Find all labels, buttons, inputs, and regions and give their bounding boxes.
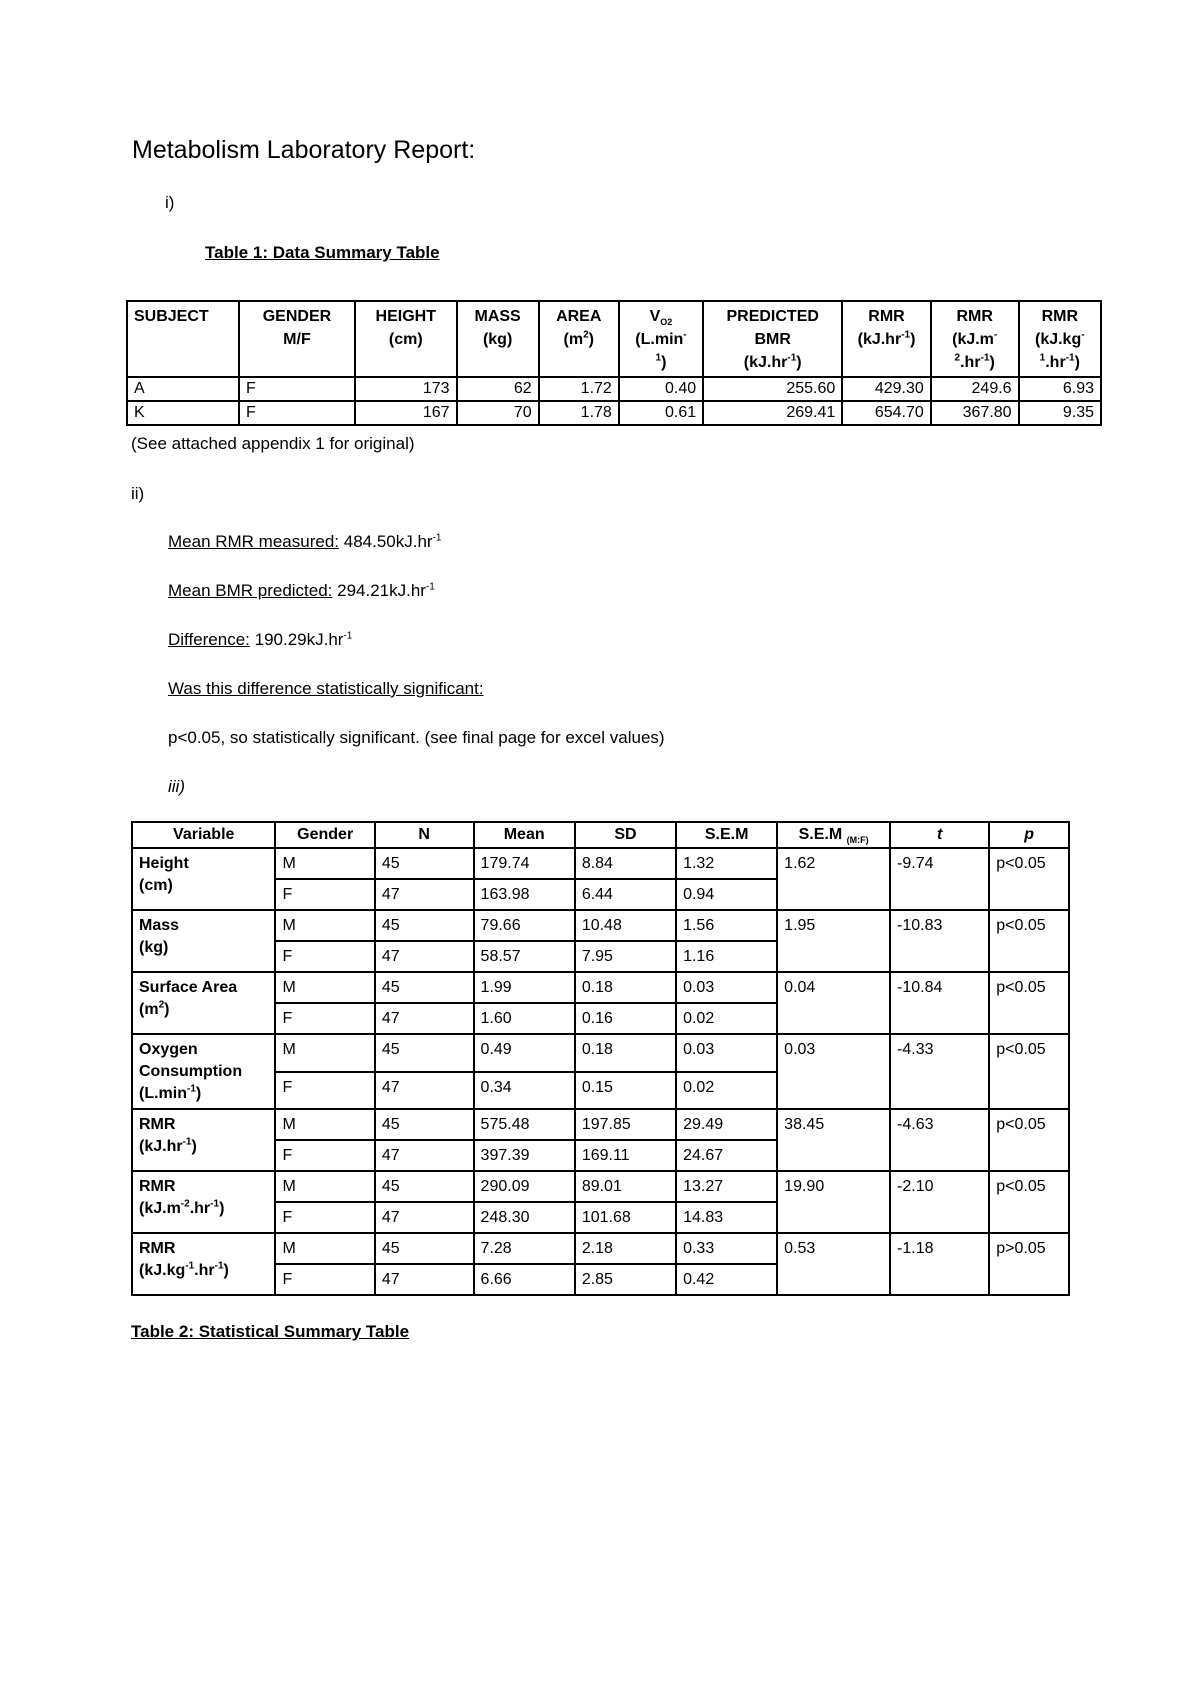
- header-rmr-kg: RMR (kJ.kg- $^1.hr^{-1}$): [1019, 301, 1101, 377]
- cell-mean: 248.30: [474, 1202, 575, 1233]
- variable-name: Height: [139, 855, 189, 872]
- variable-unit-sup: 2: [158, 999, 165, 1011]
- cell-n: 45: [375, 1233, 474, 1264]
- header-sem-mf: S.E.M $_{(M:F)}$: [777, 822, 890, 848]
- cell-sd: 6.44: [575, 879, 676, 910]
- cell-sem: 0.94: [676, 879, 777, 910]
- variable-unit: (kg): [139, 939, 169, 956]
- cell-gender: F: [275, 1072, 374, 1110]
- cell-sem-mf: 0.03: [777, 1034, 890, 1109]
- mean-bmr-label: Mean BMR predicted:: [168, 581, 333, 600]
- cell-n: 45: [375, 1034, 474, 1072]
- header-height: HEIGHT (cm): [355, 301, 457, 377]
- cell-p: p<0.05: [989, 848, 1069, 910]
- variable-unit-sup: -1: [187, 1083, 196, 1095]
- page-title: Metabolism Laboratory Report:: [132, 136, 476, 164]
- cell-sem-mf: 1.62: [777, 848, 890, 910]
- cell-n: 45: [375, 1171, 474, 1202]
- cell-rmr-kg: 9.35: [1019, 401, 1101, 425]
- cell-gender: F: [275, 1140, 374, 1171]
- variable-unit: (kJ.kg: [139, 1262, 186, 1279]
- cell-mass: 62: [457, 377, 539, 401]
- cell-gender: F: [275, 1202, 374, 1233]
- cell-variable: [132, 1233, 275, 1295]
- table-row: [132, 1233, 1069, 1264]
- cell-area: 1.78: [539, 401, 619, 425]
- cell-subject: K: [127, 401, 239, 425]
- cell-n: 45: [375, 972, 474, 1003]
- significance-question: Was this difference statistically significant:: [168, 679, 484, 698]
- cell-sem: 0.42: [676, 1264, 777, 1295]
- table-row: [132, 1171, 1069, 1202]
- variable-name: Surface Area: [139, 979, 238, 996]
- mean-bmr-line: Mean BMR predicted: $294.21kJ.hr^{-1}$: [168, 581, 435, 600]
- table1-header-row: [127, 301, 1101, 377]
- header-p: p: [989, 822, 1069, 848]
- table-row: [132, 972, 1069, 1003]
- variable-unit: ): [164, 1001, 170, 1018]
- cell-variable: [132, 972, 275, 1034]
- header-sem: S.E.M: [676, 822, 777, 848]
- variable-name: RMR: [139, 1240, 176, 1257]
- cell-sem: 0.02: [676, 1072, 777, 1110]
- cell-gender: F: [275, 879, 374, 910]
- cell-area: 1.72: [539, 377, 619, 401]
- table2-header-row: [132, 822, 1069, 848]
- cell-sem: 24.67: [676, 1140, 777, 1171]
- table-row: [127, 401, 1101, 425]
- cell-sd: 169.11: [575, 1140, 676, 1171]
- cell-gender: M: [275, 1034, 374, 1072]
- cell-t: -10.83: [890, 910, 989, 972]
- cell-rmr-m2: 249.6: [931, 377, 1019, 401]
- cell-sd: 0.18: [575, 972, 676, 1003]
- cell-n: 47: [375, 1264, 474, 1295]
- cell-sd: 101.68: [575, 1202, 676, 1233]
- variable-unit-sup: -1: [214, 1260, 224, 1272]
- cell-vo2: 0.40: [619, 377, 703, 401]
- header-gender: Gender: [275, 822, 374, 848]
- statistical-summary-table: [131, 821, 1070, 1296]
- cell-sem: 1.16: [676, 941, 777, 972]
- variable-unit: ): [219, 1200, 225, 1217]
- cell-sd: 0.15: [575, 1072, 676, 1110]
- variable-unit: (m: [139, 1001, 159, 1018]
- cell-variable: [132, 910, 275, 972]
- cell-gender: F: [239, 401, 355, 425]
- cell-sem-mf: 1.95: [777, 910, 890, 972]
- cell-sem: 0.02: [676, 1003, 777, 1034]
- cell-sem: 13.27: [676, 1171, 777, 1202]
- variable-unit-sup: -2: [180, 1198, 190, 1210]
- cell-rmr-m2: 367.80: [931, 401, 1019, 425]
- cell-gender: F: [275, 941, 374, 972]
- cell-variable: [132, 1171, 275, 1233]
- header-mean: Mean: [474, 822, 575, 848]
- header-n: N: [375, 822, 474, 848]
- variable-unit: (kJ.m: [139, 1200, 181, 1217]
- cell-gender: M: [275, 910, 374, 941]
- cell-sd: 89.01: [575, 1171, 676, 1202]
- table-row: [127, 377, 1101, 401]
- header-rmr-hr: RMR $(kJ.hr^{-1})$: [842, 301, 931, 377]
- cell-gender: M: [275, 1233, 374, 1264]
- cell-sd: 8.84: [575, 848, 676, 879]
- table2-caption: Table 2: Statistical Summary Table: [131, 1322, 410, 1341]
- cell-sem: 1.56: [676, 910, 777, 941]
- difference-value: 190.29kJ.hr: [249, 630, 344, 649]
- cell-mean: 397.39: [474, 1140, 575, 1171]
- header-area: AREA $(m^2)$: [539, 301, 619, 377]
- cell-sd: 197.85: [575, 1109, 676, 1140]
- cell-n: 45: [375, 1109, 474, 1140]
- header-predicted-bmr: PREDICTED BMR $(kJ.hr^{-1})$: [703, 301, 842, 377]
- variable-unit: (cm): [139, 877, 173, 894]
- cell-sd: 0.16: [575, 1003, 676, 1034]
- cell-height: 173: [355, 377, 457, 401]
- cell-gender: M: [275, 972, 374, 1003]
- cell-gender: F: [275, 1264, 374, 1295]
- cell-n: 45: [375, 848, 474, 879]
- cell-n: 47: [375, 941, 474, 972]
- variable-unit: ): [223, 1262, 229, 1279]
- cell-variable: [132, 1034, 275, 1109]
- cell-sem-mf: 38.45: [777, 1109, 890, 1171]
- cell-p: p<0.05: [989, 1171, 1069, 1233]
- cell-gender: M: [275, 1109, 374, 1140]
- cell-sem: 29.49: [676, 1109, 777, 1140]
- significance-answer: p<0.05, so statistically significant. (see final page for excel values): [168, 728, 665, 747]
- variable-name: RMR: [139, 1116, 176, 1133]
- cell-rmr-hr: 654.70: [842, 401, 931, 425]
- difference-line: Difference: $190.29kJ.hr^{-1}$: [168, 630, 353, 649]
- cell-mass: 70: [457, 401, 539, 425]
- cell-height: 167: [355, 401, 457, 425]
- mean-bmr-value: 294.21kJ.hr: [332, 581, 426, 600]
- cell-mean: 0.34: [474, 1072, 575, 1110]
- variable-unit: ): [195, 1085, 202, 1102]
- cell-n: 45: [375, 910, 474, 941]
- cell-p: p<0.05: [989, 1109, 1069, 1171]
- mean-rmr-line: Mean RMR measured: $484.50kJ.hr^{-1}$: [168, 532, 442, 551]
- cell-mean: 58.57: [474, 941, 575, 972]
- cell-rmr-hr: 429.30: [842, 377, 931, 401]
- cell-n: 47: [375, 1202, 474, 1233]
- variable-name: RMR: [139, 1178, 176, 1195]
- cell-gender: F: [239, 377, 355, 401]
- cell-mean: 7.28: [474, 1233, 575, 1264]
- cell-predicted-bmr: 255.60: [703, 377, 842, 401]
- cell-t: -2.10: [890, 1171, 989, 1233]
- header-vo2: $V_{O2}$ (L.min- $^1$): [619, 301, 703, 377]
- cell-sem: 0.03: [676, 972, 777, 1003]
- cell-p: p<0.05: [989, 972, 1069, 1034]
- table-row: [132, 1109, 1069, 1140]
- cell-gender: M: [275, 848, 374, 879]
- cell-mean: 79.66: [474, 910, 575, 941]
- cell-subject: A: [127, 377, 239, 401]
- variable-unit: (L.min: [139, 1085, 187, 1102]
- cell-sem: 1.32: [676, 848, 777, 879]
- cell-n: 47: [375, 1072, 474, 1110]
- cell-t: -1.18: [890, 1233, 989, 1295]
- cell-p: p<0.05: [989, 1034, 1069, 1109]
- variable-name: Mass: [139, 917, 180, 934]
- cell-t: -9.74: [890, 848, 989, 910]
- cell-variable: [132, 848, 275, 910]
- variable-unit-sup: -1: [185, 1260, 195, 1272]
- cell-vo2: 0.61: [619, 401, 703, 425]
- cell-mean: 575.48: [474, 1109, 575, 1140]
- variable-unit: Consumption: [139, 1063, 243, 1080]
- header-variable: Variable: [132, 822, 275, 848]
- cell-sd: 10.48: [575, 910, 676, 941]
- cell-mean: 290.09: [474, 1171, 575, 1202]
- cell-mean: 1.60: [474, 1003, 575, 1034]
- cell-gender: M: [275, 1171, 374, 1202]
- header-subject: SUBJECT: [127, 301, 239, 377]
- appendix-note: (See attached appendix 1 for original): [131, 434, 415, 453]
- mean-rmr-value: 484.50kJ.hr: [339, 532, 433, 551]
- cell-sd: 0.18: [575, 1034, 676, 1072]
- cell-sem-mf: 19.90: [777, 1171, 890, 1233]
- cell-mean: 163.98: [474, 879, 575, 910]
- cell-mean: 6.66: [474, 1264, 575, 1295]
- table-row: [132, 848, 1069, 879]
- table-row: [132, 1034, 1069, 1072]
- cell-predicted-bmr: 269.41: [703, 401, 842, 425]
- cell-n: 47: [375, 879, 474, 910]
- cell-sem: 0.03: [676, 1034, 777, 1072]
- cell-sem: 14.83: [676, 1202, 777, 1233]
- cell-sd: 7.95: [575, 941, 676, 972]
- header-gender: GENDER M/F: [239, 301, 355, 377]
- cell-sd: 2.85: [575, 1264, 676, 1295]
- cell-mean: 0.49: [474, 1034, 575, 1072]
- section-i-label: i): [165, 193, 175, 212]
- cell-variable: [132, 1109, 275, 1171]
- variable-unit: .hr: [194, 1262, 215, 1279]
- cell-t: -4.33: [890, 1034, 989, 1109]
- section-ii-label: ii): [131, 484, 145, 503]
- variable-unit: (kJ.hr: [139, 1138, 183, 1155]
- header-t: t: [890, 822, 989, 848]
- cell-rmr-kg: 6.93: [1019, 377, 1101, 401]
- cell-t: -10.84: [890, 972, 989, 1034]
- section-iii-label: iii): [168, 777, 185, 796]
- cell-mean: 1.99: [474, 972, 575, 1003]
- cell-sem-mf: 0.53: [777, 1233, 890, 1295]
- variable-unit: ): [191, 1138, 197, 1155]
- cell-sem-mf: 0.04: [777, 972, 890, 1034]
- data-summary-table: [126, 300, 1102, 426]
- variable-unit-sup: -1: [210, 1198, 220, 1210]
- cell-n: 47: [375, 1003, 474, 1034]
- cell-n: 47: [375, 1140, 474, 1171]
- difference-label: Difference:: [168, 630, 250, 649]
- header-mass: MASS (kg): [457, 301, 539, 377]
- cell-sem: 0.33: [676, 1233, 777, 1264]
- header-rmr-m2: RMR (kJ.m- $^2.hr^{-1}$): [931, 301, 1019, 377]
- cell-p: p>0.05: [989, 1233, 1069, 1295]
- mean-rmr-label: Mean RMR measured:: [168, 532, 340, 551]
- table1-caption: Table 1: Data Summary Table: [205, 243, 440, 262]
- cell-sd: 2.18: [575, 1233, 676, 1264]
- header-sd: SD: [575, 822, 676, 848]
- table-row: [132, 910, 1069, 941]
- cell-gender: F: [275, 1003, 374, 1034]
- cell-p: p<0.05: [989, 910, 1069, 972]
- variable-unit: .hr: [189, 1200, 211, 1217]
- variable-name: Oxygen: [139, 1041, 198, 1058]
- variable-unit-sup: -1: [182, 1136, 192, 1148]
- cell-mean: 179.74: [474, 848, 575, 879]
- cell-t: -4.63: [890, 1109, 989, 1171]
